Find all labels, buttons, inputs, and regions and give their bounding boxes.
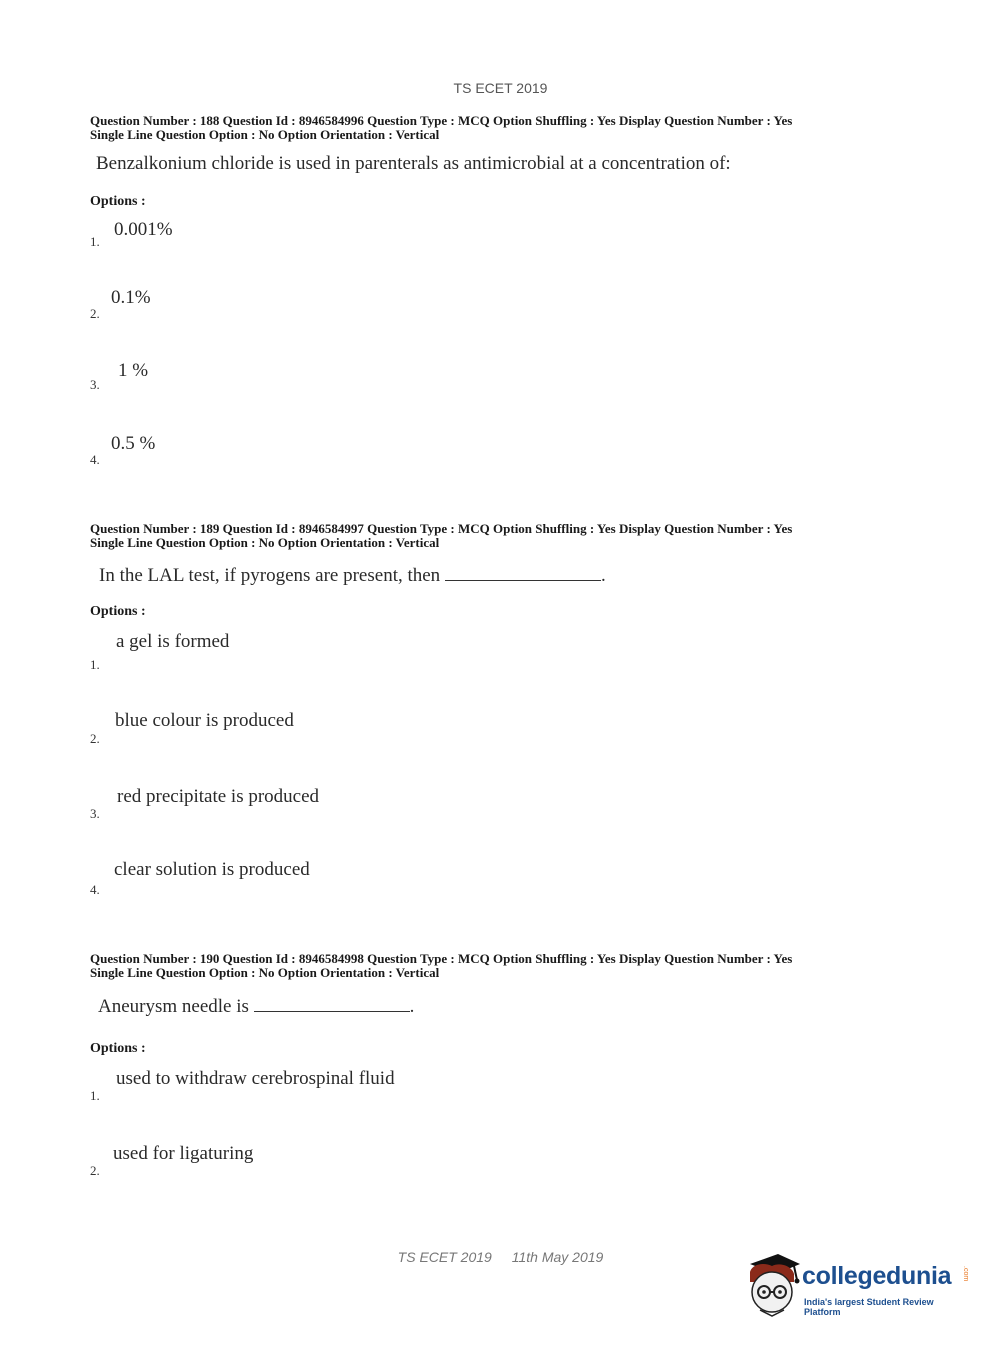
option-text: blue colour is produced	[115, 710, 294, 731]
option-number: 4.	[90, 452, 100, 467]
option-number: 1.	[90, 234, 100, 249]
option-number: 4.	[90, 882, 100, 897]
logo-name: collegedunia	[802, 1262, 952, 1290]
question-188-meta	[90, 114, 910, 142]
option-number: 1.	[90, 657, 100, 672]
option-number: 1.	[90, 1088, 100, 1103]
answer-blank	[254, 995, 410, 1012]
option-text: used to withdraw cerebrospinal fluid	[116, 1068, 395, 1089]
question-190-options-label: Options :	[90, 1041, 146, 1056]
option-number: 2.	[90, 731, 100, 746]
footer-date: 11th May 2019	[511, 1249, 604, 1265]
question-meta-line-2: Single Line Question Option : No Option Orientation : Vertical	[90, 965, 440, 980]
footer-exam: TS ECET 2019	[397, 1249, 492, 1265]
question-190-meta	[90, 952, 910, 980]
question-meta-line-2: Single Line Question Option : No Option Orientation : Vertical	[90, 127, 440, 142]
mascot-icon	[742, 1250, 804, 1320]
option-number: 2.	[90, 306, 100, 321]
question-meta-line-1: Question Number : 190 Question Id : 8946584998 Question Type : MCQ Option Shuffling : Yes Display Question Number : Yes	[90, 951, 793, 966]
question-text: In the LAL test, if pyrogens are present, then	[99, 565, 441, 586]
option-text: used for ligaturing	[113, 1143, 254, 1164]
question-text-end: .	[409, 996, 415, 1017]
question-text: Aneurysm needle is	[98, 996, 249, 1017]
option-text: 0.1%	[111, 287, 151, 308]
answer-blank	[445, 564, 601, 581]
option-number: 2.	[90, 1163, 100, 1178]
question-189-text	[99, 564, 606, 587]
question-188-text: Benzalkonium chloride is used in parenterals as antimicrobial at a concentration of:	[96, 153, 731, 174]
question-189-options-label: Options :	[90, 604, 146, 619]
question-189-meta	[90, 522, 910, 550]
logo-tagline: India's largest Student Review Platform	[804, 1297, 934, 1317]
question-meta-line-2: Single Line Question Option : No Option Orientation : Vertical	[90, 535, 440, 550]
option-text: 0.001%	[114, 219, 173, 240]
page-header: TS ECET 2019	[453, 80, 548, 96]
option-number: 3.	[90, 377, 100, 392]
question-188-options-label: Options :	[90, 194, 146, 209]
option-text: 1 %	[118, 360, 149, 381]
question-meta-line-1: Question Number : 189 Question Id : 8946584997 Question Type : MCQ Option Shuffling : Yes Display Question Number : Yes	[90, 521, 793, 536]
collegedunia-logo[interactable]	[742, 1250, 972, 1320]
question-190-text	[98, 995, 414, 1018]
option-text: red precipitate is produced	[117, 786, 320, 807]
option-text: 0.5 %	[111, 433, 156, 454]
option-number: 3.	[90, 806, 100, 821]
logo-suffix: .com	[962, 1266, 969, 1282]
option-text: clear solution is produced	[114, 859, 310, 880]
question-text-end: .	[600, 565, 606, 586]
question-meta-line-1: Question Number : 188 Question Id : 8946584996 Question Type : MCQ Option Shuffling : Yes Display Question Number : Yes	[90, 113, 793, 128]
option-text: a gel is formed	[116, 631, 230, 652]
